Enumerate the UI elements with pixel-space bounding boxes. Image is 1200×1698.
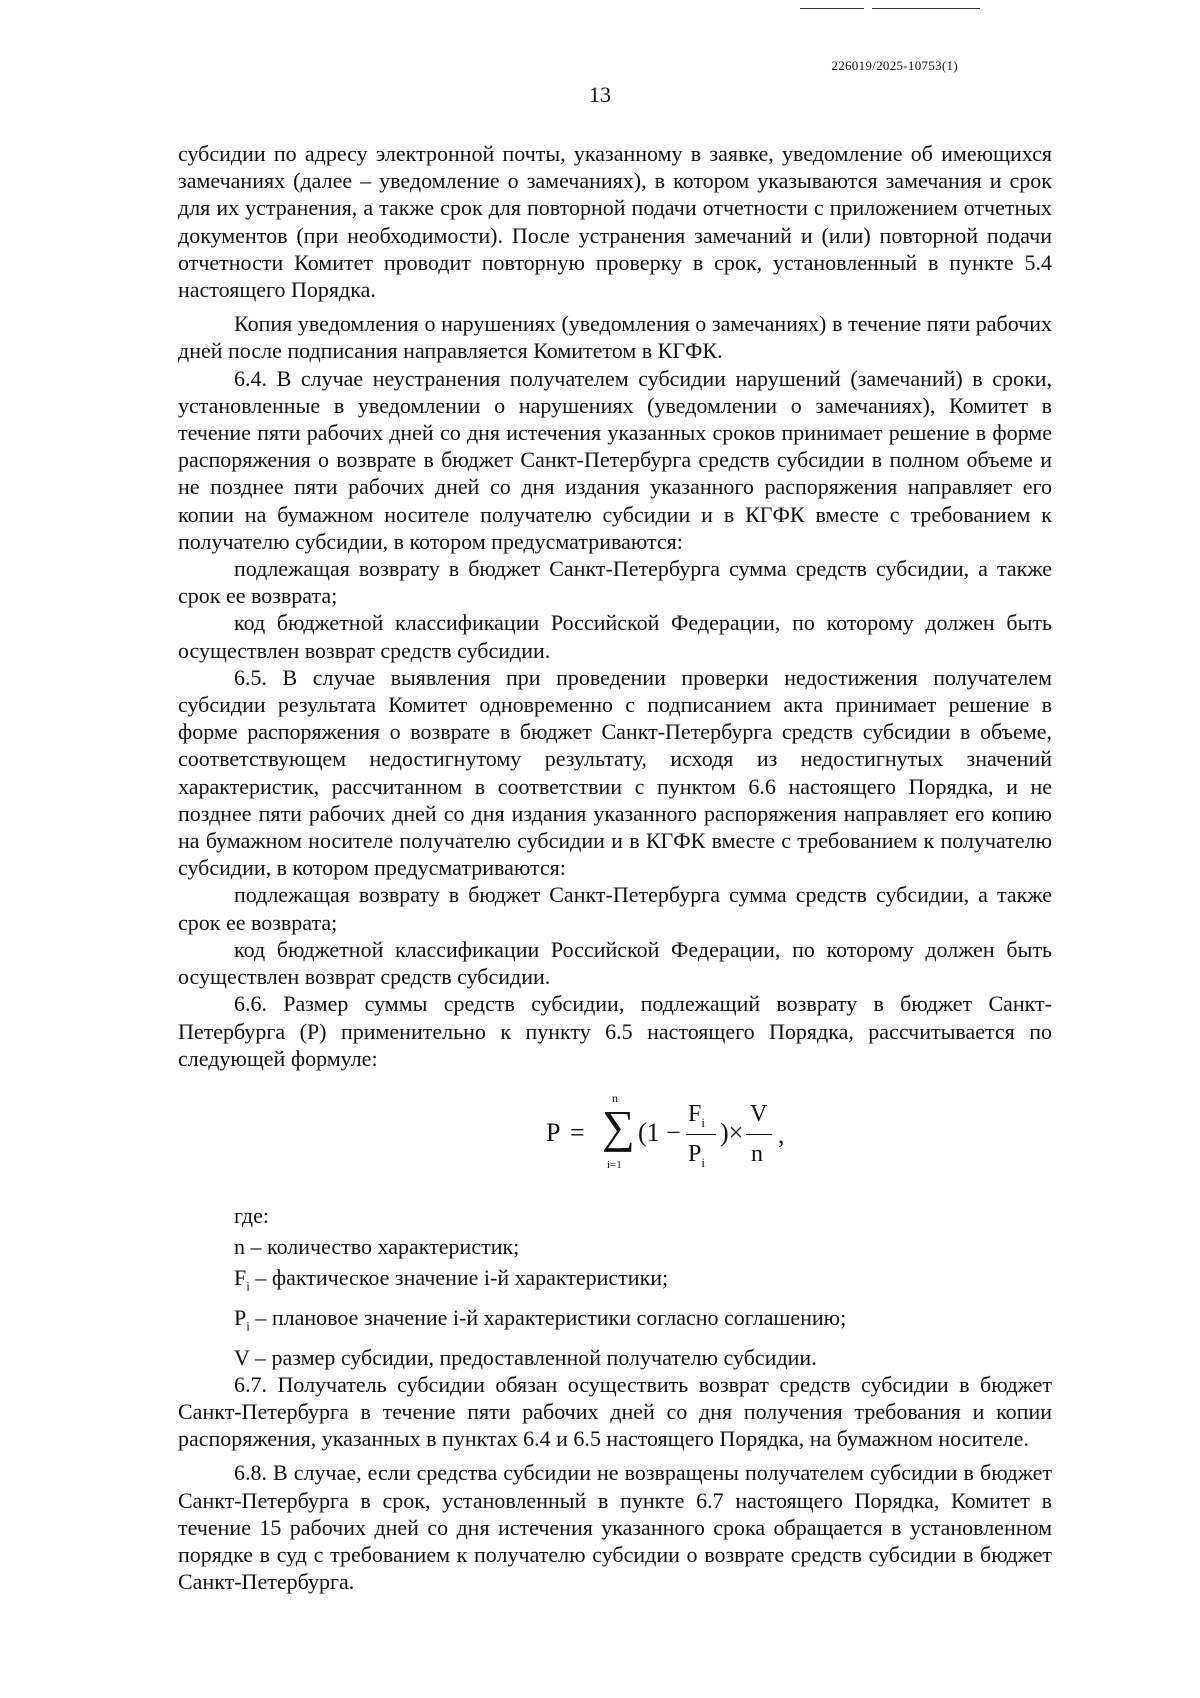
scan-artifact-line bbox=[800, 8, 864, 9]
paragraph: код бюджетной классификации Российской Федерации, по которому должен быть осуществлен возврат средств субсидии. bbox=[178, 936, 1052, 990]
definition-f-text: – фактическое значение i-й характеристики; bbox=[249, 1265, 669, 1291]
paragraph: подлежащая возврату в бюджет Санкт-Петербурга сумма средств субсидии, а также срок ее возврата; bbox=[178, 882, 1052, 935]
definition-p-symbol: P bbox=[234, 1304, 247, 1330]
scan-artifact-line bbox=[872, 8, 980, 9]
document-id: 226019/2025-10753(1) bbox=[831, 58, 958, 73]
definition-f bbox=[178, 1264, 1052, 1300]
formula-f-sub: i bbox=[701, 1114, 705, 1130]
formula-upper-limit: n bbox=[612, 1090, 618, 1105]
definition-p-sub: i bbox=[246, 1318, 250, 1334]
formula-denominator-p bbox=[688, 1142, 705, 1169]
document-body bbox=[178, 140, 1052, 1595]
definition-f-symbol: F bbox=[234, 1265, 247, 1291]
definition-f-sub: i bbox=[246, 1278, 250, 1294]
formula-definitions bbox=[178, 1202, 1052, 1371]
paragraph: Копия уведомления о нарушениях (уведомления о замечаниях) в течение пяти рабочих дней после подписания направляется Комитетом в КГФК. bbox=[178, 311, 1052, 364]
definition-v: V – размер субсидии, предоставленной получателю субсидии. bbox=[234, 1344, 817, 1370]
formula-numerator-f bbox=[688, 1102, 705, 1129]
paragraph: субсидии по адресу электронной почты, указанному в заявке, уведомление об имеющихся замечаниях (далее – уведомление о замечаниях), в котором указываются замечания и срок для их устранения, а также срок для повторной подачи отчетности с приложением отчетных документов (при необходимости). После устранения замечаний и (или) повторной подачи отчетности Комитет проводит повторную проверку в срок, установленный в пункте 5.4 настоящего Порядка. bbox=[178, 141, 1052, 303]
formula-lower-limit: i=1 bbox=[607, 1158, 622, 1171]
page-number: 13 bbox=[589, 82, 611, 107]
formula-lhs: P bbox=[546, 1117, 561, 1147]
paragraph-6-6: 6.6. Размер суммы средств субсидии, подлежащий возврату в бюджет Санкт-Петербурга (Р) применительно к пункту 6.5 настоящего Порядка, рассчитывается по следующей формуле: bbox=[178, 991, 1052, 1071]
formula-times: )× bbox=[720, 1117, 744, 1147]
paragraph: код бюджетной классификации Российской Федерации, по которому должен быть осуществлен возврат средств субсидии. bbox=[178, 610, 1052, 663]
formula-numerator-v: V bbox=[750, 1100, 768, 1127]
paragraph-6-5: 6.5. В случае выявления при проведении проверки недостижения получателем субсидии результата Комитет одновременно с подписанием акта принимает решение в форме распоряжения о возврате в бюджет Санкт-Петербурга средств субсидии в объеме, соответствующем недостигнутому результату, исходя из недостигнутых значений характеристик, рассчитанном в соответствии с пунктом 6.6 настоящего Порядка, и не позднее пяти рабочих дней со дня издания указанного распоряжения направляет его копию на бумажном носителе получателю субсидии и в КГФК вместе с требованием к получателю субсидии, в котором предусматриваются: bbox=[178, 664, 1052, 881]
fraction-bar bbox=[686, 1134, 716, 1135]
refund-formula bbox=[546, 1072, 846, 1202]
formula-comma: , bbox=[778, 1119, 785, 1149]
definitions-intro: где: bbox=[234, 1202, 269, 1228]
formula-open: (1 − bbox=[638, 1117, 681, 1147]
formula-p-sub: i bbox=[701, 1154, 705, 1170]
definition-p bbox=[178, 1304, 1052, 1340]
formula-p: P bbox=[688, 1140, 702, 1167]
paragraph-6-4: 6.4. В случае неустранения получателем субсидии нарушений (замечаний) в сроки, установленные в уведомлении о нарушениях (уведомлении о замечаниях), Комитет в течение пяти рабочих дней со дня истечения указанных сроков принимает решение в форме распоряжения о возврате в бюджет Санкт-Петербурга средств субсидии в полном объеме и не позднее пяти рабочих дней со дня издания указанного распоряжения направляет его копии на бумажном носителе получателю субсидии и в КГФК вместе с требованием к получателю субсидии, в котором предусматриваются: bbox=[178, 365, 1052, 554]
paragraph-6-7: 6.7. Получатель субсидии обязан осуществить возврат средств субсидии в бюджет Санкт-Петербурга в течение пяти рабочих дней со дня получения требования и копии распоряжения, указанных в пунктах 6.4 и 6.5 настоящего Порядка, на бумажном носителе. bbox=[178, 1371, 1052, 1452]
formula-f: F bbox=[688, 1100, 702, 1127]
formula-denominator-n: n bbox=[751, 1140, 763, 1167]
definition-p-text: – плановое значение i-й характеристики согласно соглашению; bbox=[249, 1304, 847, 1330]
formula-equals: = bbox=[570, 1117, 585, 1147]
paragraph-6-8: 6.8. В случае, если средства субсидии не возвращены получателем субсидии в бюджет Санкт-Петербурга в срок, установленный в пункте 6.7 настоящего Порядка, Комитет в течение 15 рабочих дней со дня истечения указанного срока обращается в установленном порядке в суд с требованием к получателю субсидии о возврате средств субсидии в бюджет Санкт-Петербурга. bbox=[178, 1460, 1052, 1595]
fraction-bar bbox=[746, 1134, 772, 1135]
formula-sigma: ∑ bbox=[602, 1100, 635, 1152]
paragraph: подлежащая возврату в бюджет Санкт-Петербурга сумма средств субсидии, а также срок ее возврата; bbox=[178, 556, 1052, 609]
definition-n: n – количество характеристик; bbox=[234, 1234, 520, 1260]
